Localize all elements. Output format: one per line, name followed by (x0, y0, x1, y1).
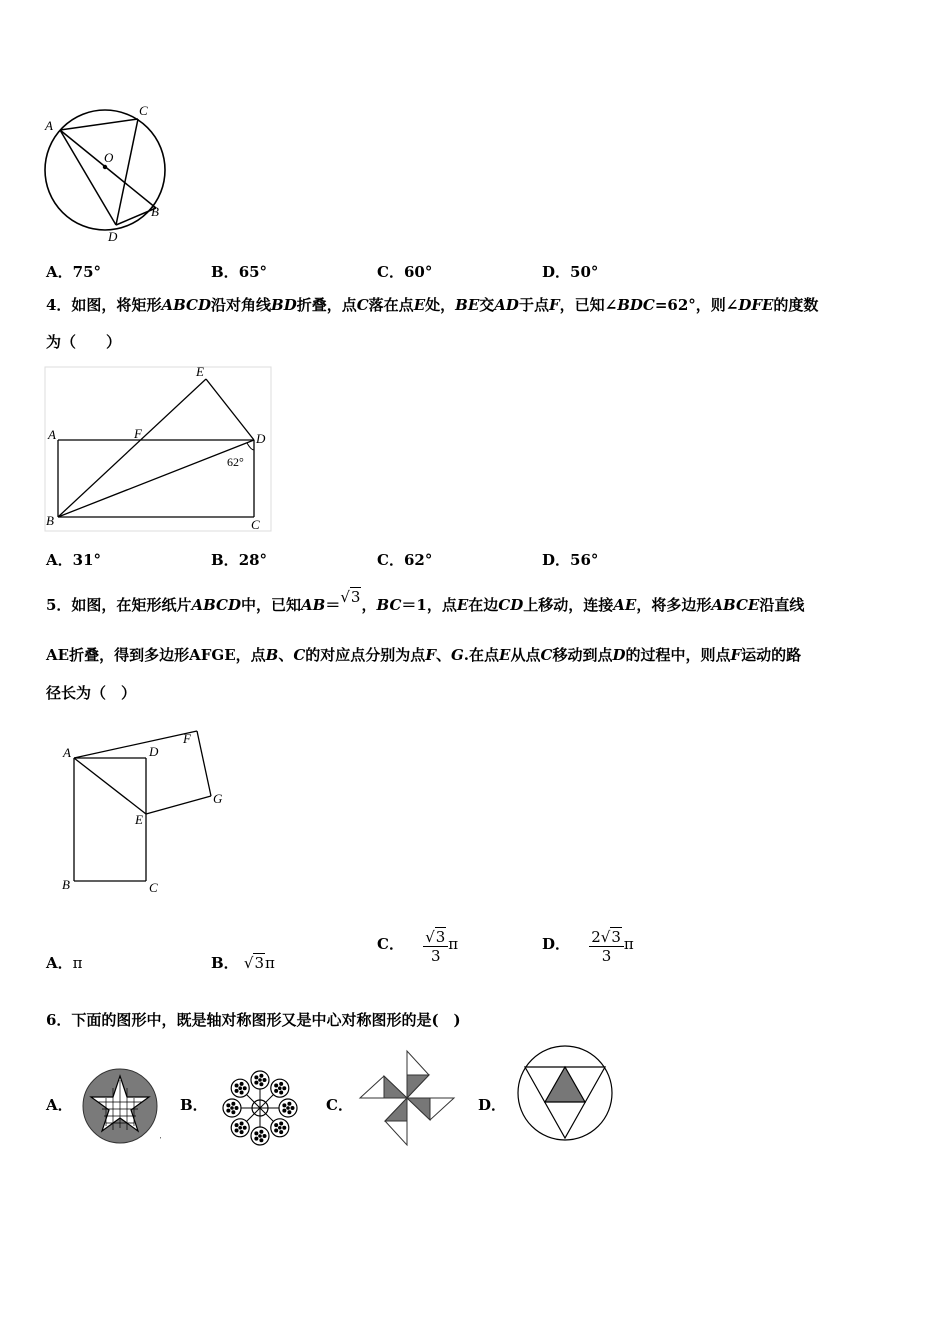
q4-label-a: A (48, 427, 56, 442)
q5-stem-line1: 5．如图，在矩形纸片ABCD中，已知AB＝√3，BC＝1，点E在边CD上移动，连接AE，将多边形ABCE沿直线 (46, 588, 805, 614)
q5-option-b: B． √3π (211, 954, 275, 972)
q3-label-a: A (45, 118, 53, 133)
q3-label-c: C (139, 103, 148, 118)
q5-label-g: G (213, 791, 223, 806)
flower-petal (251, 1127, 269, 1145)
q3-label-o: O (104, 150, 114, 165)
flower-petal (231, 1079, 249, 1097)
q3-label-d: D (108, 229, 118, 244)
q4-option-d: D．56° (542, 551, 599, 569)
q3-option-d: D．50° (542, 263, 599, 281)
q6-option-b-flower-figure (215, 1068, 305, 1148)
q5-label-d: D (149, 744, 159, 759)
q6-option-d-triangle-figure (515, 1043, 615, 1143)
q4-label-b: B (46, 513, 54, 528)
flower-petal (279, 1099, 297, 1117)
q3-option-b: B．65° (211, 263, 268, 281)
q4-angle-label: 62° (227, 455, 244, 469)
q3-circle-figure (38, 100, 173, 245)
q5-label-a: A (63, 745, 71, 760)
q5-label-b: B (62, 877, 70, 892)
svg-text:': ' (160, 1136, 162, 1144)
q4-stem-line1: 4．如图，将矩形ABCD沿对角线BD折叠，点C落在点E处，BE交AD于点F，已知∠BDC=62°，则∠DFE的度数 (46, 296, 819, 314)
q5-label-c: C (149, 880, 158, 895)
q3-option-a: A．75° (46, 263, 102, 281)
q5-rectangle-figure (58, 726, 233, 898)
q6-option-a-label: A． (46, 1096, 73, 1114)
q4-label-e: E (196, 364, 204, 379)
q6-option-a-star-figure (78, 1068, 168, 1144)
q5-option-a: A．π (46, 954, 83, 972)
q5-stem-line3: 径长为（ ） (46, 684, 137, 702)
q4-label-d: D (256, 431, 266, 446)
q6-stem: 6．下面的图形中，既是轴对称图形又是中心对称图形的是( ) (46, 1011, 461, 1029)
q4-option-b: B．28° (211, 551, 268, 569)
q4-option-c: C．62° (377, 551, 433, 569)
q5-option-c: C． $\frac{√3}{3}$ π (377, 928, 459, 965)
q3-option-c: C．60° (377, 263, 433, 281)
flower-petal (251, 1071, 269, 1089)
sqrt-3: √3 (340, 588, 361, 606)
q5-label-f: F (183, 731, 191, 746)
q6-option-b-label: B． (180, 1096, 208, 1114)
q4-label-f: F (134, 426, 142, 441)
q4-rectangle-figure (44, 364, 274, 534)
q6-option-d-label: D． (478, 1096, 507, 1114)
flower-petal (231, 1119, 249, 1137)
q6-option-c-pinwheel-figure (350, 1046, 465, 1151)
q5-stem-line2: AE折叠，得到多边形AFGE，点B、C的对应点分别为点F、G.在点E从点C移动到点D的过程中，则点F运动的路 (46, 646, 802, 664)
q4-option-a: A．31° (46, 551, 102, 569)
q5-option-d: D． $\frac{2√3}{3}$ π (542, 928, 634, 965)
q6-option-c-label: C． (326, 1096, 353, 1114)
flower-petal (271, 1119, 289, 1137)
q3-label-b: B (151, 204, 159, 219)
q4-label-c: C (251, 517, 260, 532)
flower-petal (271, 1079, 289, 1097)
flower-petal (223, 1099, 241, 1117)
q5-label-e: E (135, 812, 143, 827)
q4-stem-line2: 为（ ） (46, 333, 122, 351)
